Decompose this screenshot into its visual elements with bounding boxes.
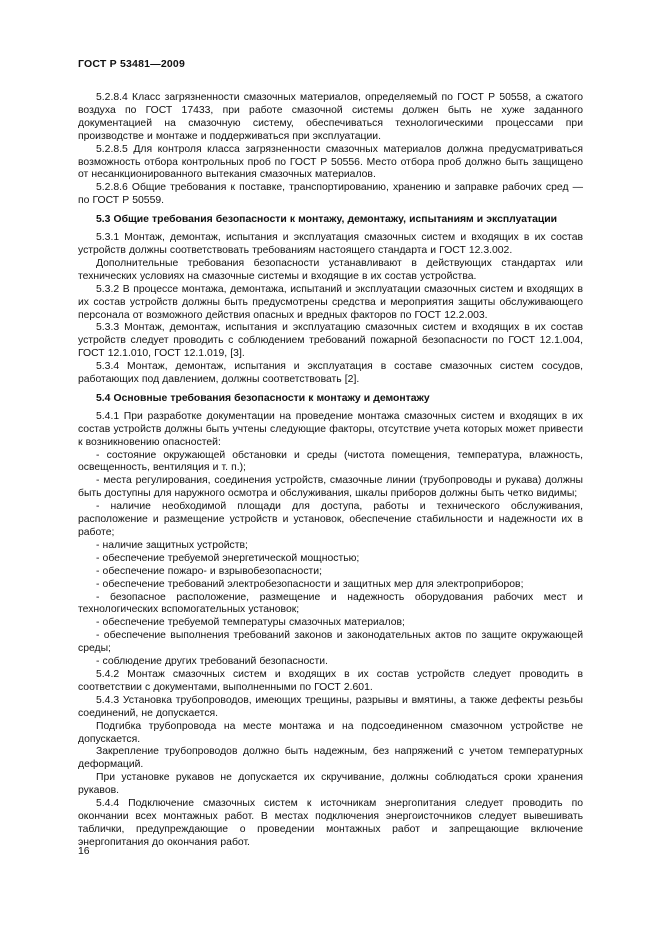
paragraph: 5.3.3 Монтаж, демонтаж, испытания и эксплуатацию смазочных систем и входящих в их состав устройств следует проводить с соблюдением требований пожарной безопасности по ГОСТ 12.1.004, ГОСТ 12.1.010, ГОСТ 12.1.019, [3]. <box>78 322 583 360</box>
list-item: - наличие защитных устройств; <box>96 539 248 551</box>
paragraph: 5.3.2 В процессе монтажа, демонтажа, испытаний и эксплуатации смазочных систем и входящих в их состав устройств должны быть предусмотрены средства и мероприятия защиты обслуживающего персонала от возможного действия опасных и вредных факторов по ГОСТ 12.2.003. <box>78 283 583 321</box>
document-content <box>78 92 583 850</box>
section-heading: 5.3 Общие требования безопасности к монтажу, демонтажу, испытаниям и эксплуатации <box>96 214 558 226</box>
document-code: ГОСТ Р 53481—2009 <box>78 58 186 70</box>
page-number: 16 <box>78 846 90 857</box>
list-item: - наличие необходимой площади для доступа, работы и технического обслуживания, расположение и размещение устройств и установок, обеспечение стабильности и надежности их в работе; <box>78 501 583 538</box>
paragraph: 5.4.3 Установка трубопроводов, имеющих трещины, разрывы и вмятины, а также дефекты резьбы соединений, не допускается. <box>78 694 583 719</box>
paragraph: 5.4.1 При разработке документации на проведение монтажа смазочных систем и входящих в их состав устройств должны быть учтены следующие факторы, отсутствие учета которых может привести к возникновению опасностей: <box>78 410 583 448</box>
list-item: - обеспечение выполнения требований законов и законодательных актов по защите окружающей среды; <box>78 630 583 655</box>
paragraph: 5.4.4 Подключение смазочных систем к источникам энергопитания следует проводить по окончании всех монтажных работ. В местах подключения энергоисточников следует вывешивать таблички, предупреждающие о проведении монтажных работ и запрещающие включение энергопитания до окончания работ. <box>78 798 583 848</box>
list-item: - соблюдение других требований безопасности. <box>96 656 328 668</box>
paragraph: При установке рукавов не допускается их скручивание, должны соблюдаться сроки хранения рукавов. <box>78 772 583 797</box>
paragraph: 5.3.1 Монтаж, демонтаж, испытания и эксплуатация смазочных систем и входящих в их состав устройств должны соответствовать требованиям настоящего стандарта и ГОСТ 12.3.002. <box>78 232 583 256</box>
list-item: - места регулирования, соединения устройств, смазочные линии (трубопроводы и рукава) должны быть доступны для наружного осмотра и обслуживания, шкалы приборов должны быть четко видимы; <box>78 475 583 500</box>
paragraph: 5.2.8.6 Общие требования к поставке, транспортированию, хранению и заправке рабочих сред — по ГОСТ Р 50559. <box>78 182 583 207</box>
paragraph: 5.2.8.4 Класс загрязненности смазочных материалов, определяемый по ГОСТ Р 50558, а сжатого воздуха по ГОСТ 17433, при работе смазочной системы должен быть не хуже заданного документацией на смазочную систему, обеспечиваться технологическими процессами при производстве и монтаже и поддерживаться при эксплуатации. <box>78 92 583 142</box>
paragraph: 5.2.8.5 Для контроля класса загрязненности смазочных материалов должна предусматриваться возможность отбора контрольных проб по ГОСТ Р 50556. Место отбора проб должно быть защищено от несанкционированного вытекания смазочных материалов. <box>78 143 583 181</box>
list-item: - обеспечение требуемой температуры смазочных материалов; <box>96 617 405 629</box>
paragraph: Закрепление трубопроводов должно быть надежным, без напряжений с учетом температурных деформаций. <box>78 746 583 771</box>
list-item: - обеспечение пожаро- и взрывобезопасности; <box>96 565 322 577</box>
list-item: - обеспечение требований электробезопасности и защитных мер для электроприборов; <box>96 578 524 590</box>
section-heading: 5.4 Основные требования безопасности к монтажу и демонтажу <box>96 392 430 404</box>
paragraph: Дополнительные требования безопасности устанавливают в действующих стандартах или технических условиях на смазочные системы и входящие в их состав устройства. <box>78 257 583 282</box>
paragraph: 5.3.4 Монтаж, демонтаж, испытания и эксплуатация в составе смазочных систем сосудов, работающих под давлением, должны соответствовать [2]. <box>78 361 583 386</box>
paragraph: Подгибка трубопровода на месте монтажа и на подсоединенном смазочном устройстве не допускается. <box>78 720 583 745</box>
list-item: - состояние окружающей обстановки и среды (чистота помещения, температура, влажность, освещенность, вентиляция и т. п.); <box>78 449 583 474</box>
list-item: - безопасное расположение, размещение и надежность оборудования рабочих мест и технологических вспомогательных установок; <box>78 591 583 616</box>
list-item: - обеспечение требуемой энергетической мощностью; <box>96 552 360 564</box>
paragraph: 5.4.2 Монтаж смазочных систем и входящих в их состав устройств следует проводить в соответствии с документами, выполненными по ГОСТ 2.601. <box>78 668 583 693</box>
